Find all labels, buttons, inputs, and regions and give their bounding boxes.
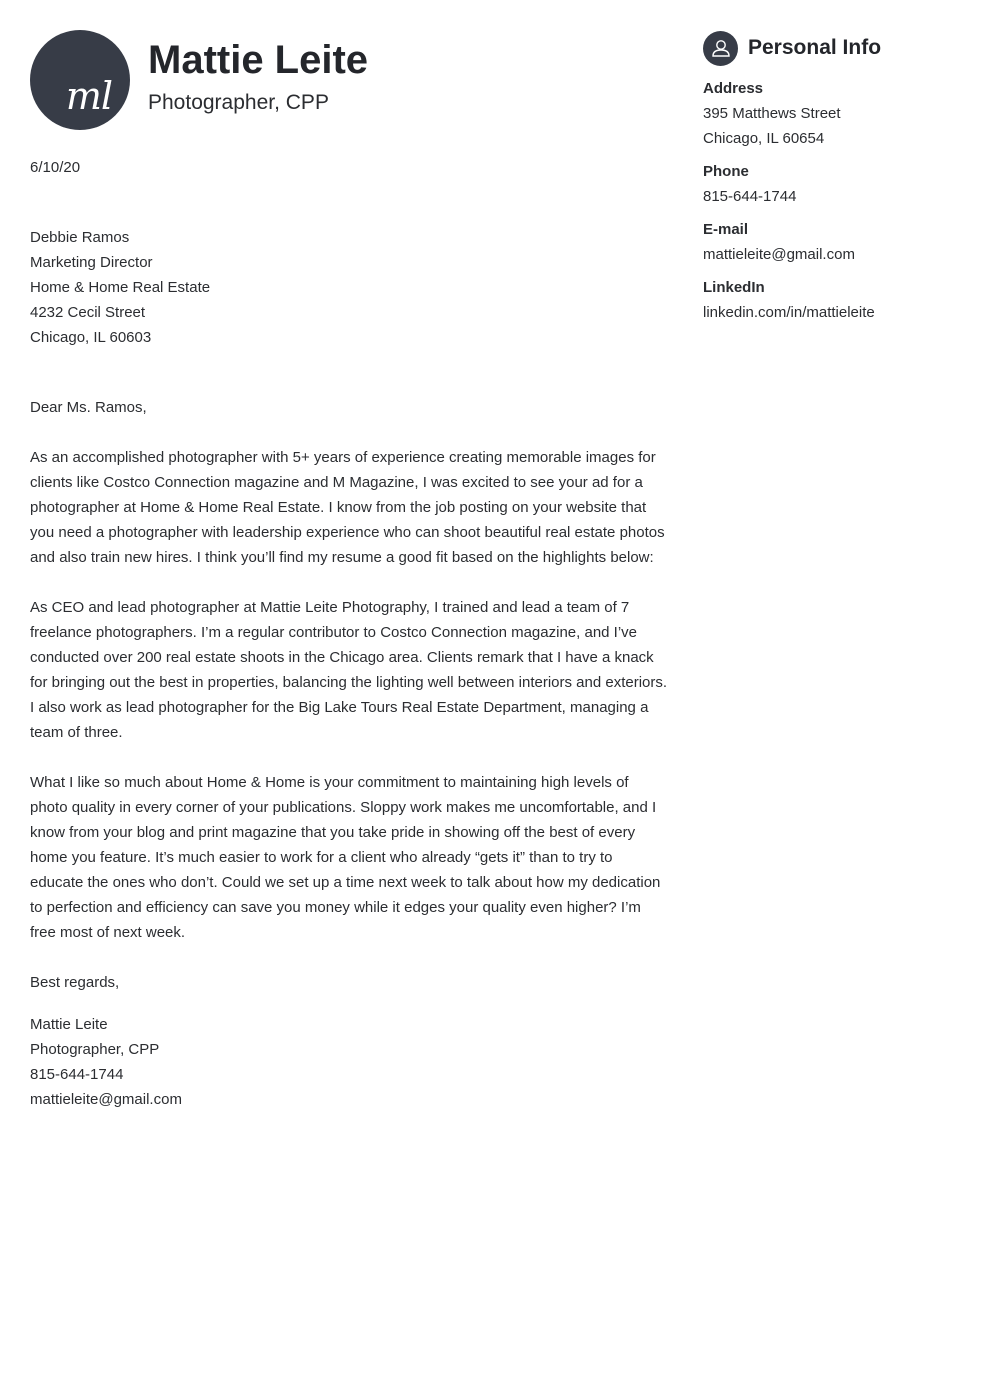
address-line-1: 395 Matthews Street (703, 105, 841, 122)
personal-info-title: Personal Info (748, 36, 882, 59)
greeting: Dear Ms. Ramos, (30, 399, 147, 416)
user-icon (703, 31, 738, 66)
linkedin-label: LinkedIn (703, 279, 765, 296)
letter-date: 6/10/20 (30, 159, 81, 176)
paragraph: What I like so much about Home & Home is your commitment to maintaining high levels of photo quality in every corner of your publications. Sloppy work makes me uncomfortable, and I know from your blog and print magazine that you take pride in showing off the best of every home you feature. It’s much easier to work for a client who already “gets it” than to try to educate the ones who don’t. Could we set up a time next week to talk about how my dedication to perfection and efficiency can save you money while it edges your quality even higher? I’m free most of next week. (30, 774, 661, 941)
recipient-street: 4232 Cecil Street (30, 304, 146, 321)
linkedin-value: linkedin.com/in/mattieleite (703, 304, 875, 321)
signature-name: Mattie Leite (30, 1016, 108, 1033)
email-label: E-mail (703, 221, 749, 238)
paragraph: As CEO and lead photographer at Mattie Leite Photography, I trained and lead a team of 7 freelance photographers. I’m a regular contributor to Costco Connection magazine, and I’ve conducted over 200 real estate shoots in the Chicago area. Clients remark that I have a knack for bringing out the best in properties, balancing the lighting well between interiors and exteriors. I also work as lead photographer for the Big Lake Tours Real Estate Department, managing a team of three. (30, 599, 668, 741)
monogram-initials: ml (65, 74, 112, 118)
monogram-avatar (30, 30, 130, 130)
applicant-name: Mattie Leite (148, 38, 369, 82)
closing: Best regards, (30, 974, 120, 991)
phone-value: 815-644-1744 (703, 188, 797, 205)
letter-body (30, 155, 670, 1112)
recipient-title: Marketing Director (30, 254, 153, 271)
personal-info-sidebar (703, 30, 963, 325)
signature-title: Photographer, CPP (30, 1041, 160, 1058)
signature-email: mattieleite@gmail.com (30, 1091, 182, 1108)
applicant-title: Photographer, CPP (148, 91, 329, 114)
personal-info-header (703, 30, 963, 66)
recipient-city: Chicago, IL 60603 (30, 329, 152, 346)
recipient-name: Debbie Ramos (30, 229, 130, 246)
address-line-2: Chicago, IL 60654 (703, 130, 825, 147)
signature-phone: 815-644-1744 (30, 1066, 124, 1083)
address-label: Address (703, 80, 764, 97)
signature-block (30, 1012, 670, 1112)
recipient-block (30, 225, 670, 350)
recipient-company: Home & Home Real Estate (30, 279, 211, 296)
phone-label: Phone (703, 163, 749, 180)
paragraph: As an accomplished photographer with 5+ years of experience creating memorable images for clients like Costco Connection magazine and M Magazine, I was excited to see your ad for a photographer at Home & Home Real Estate. I know from the job posting on your website that you need a photographer with leadership experience who can shoot beautiful real estate photos and also train new hires. I think you’ll find my resume a good fit based on the highlights below: (30, 449, 665, 566)
email-value: mattieleite@gmail.com (703, 246, 855, 263)
